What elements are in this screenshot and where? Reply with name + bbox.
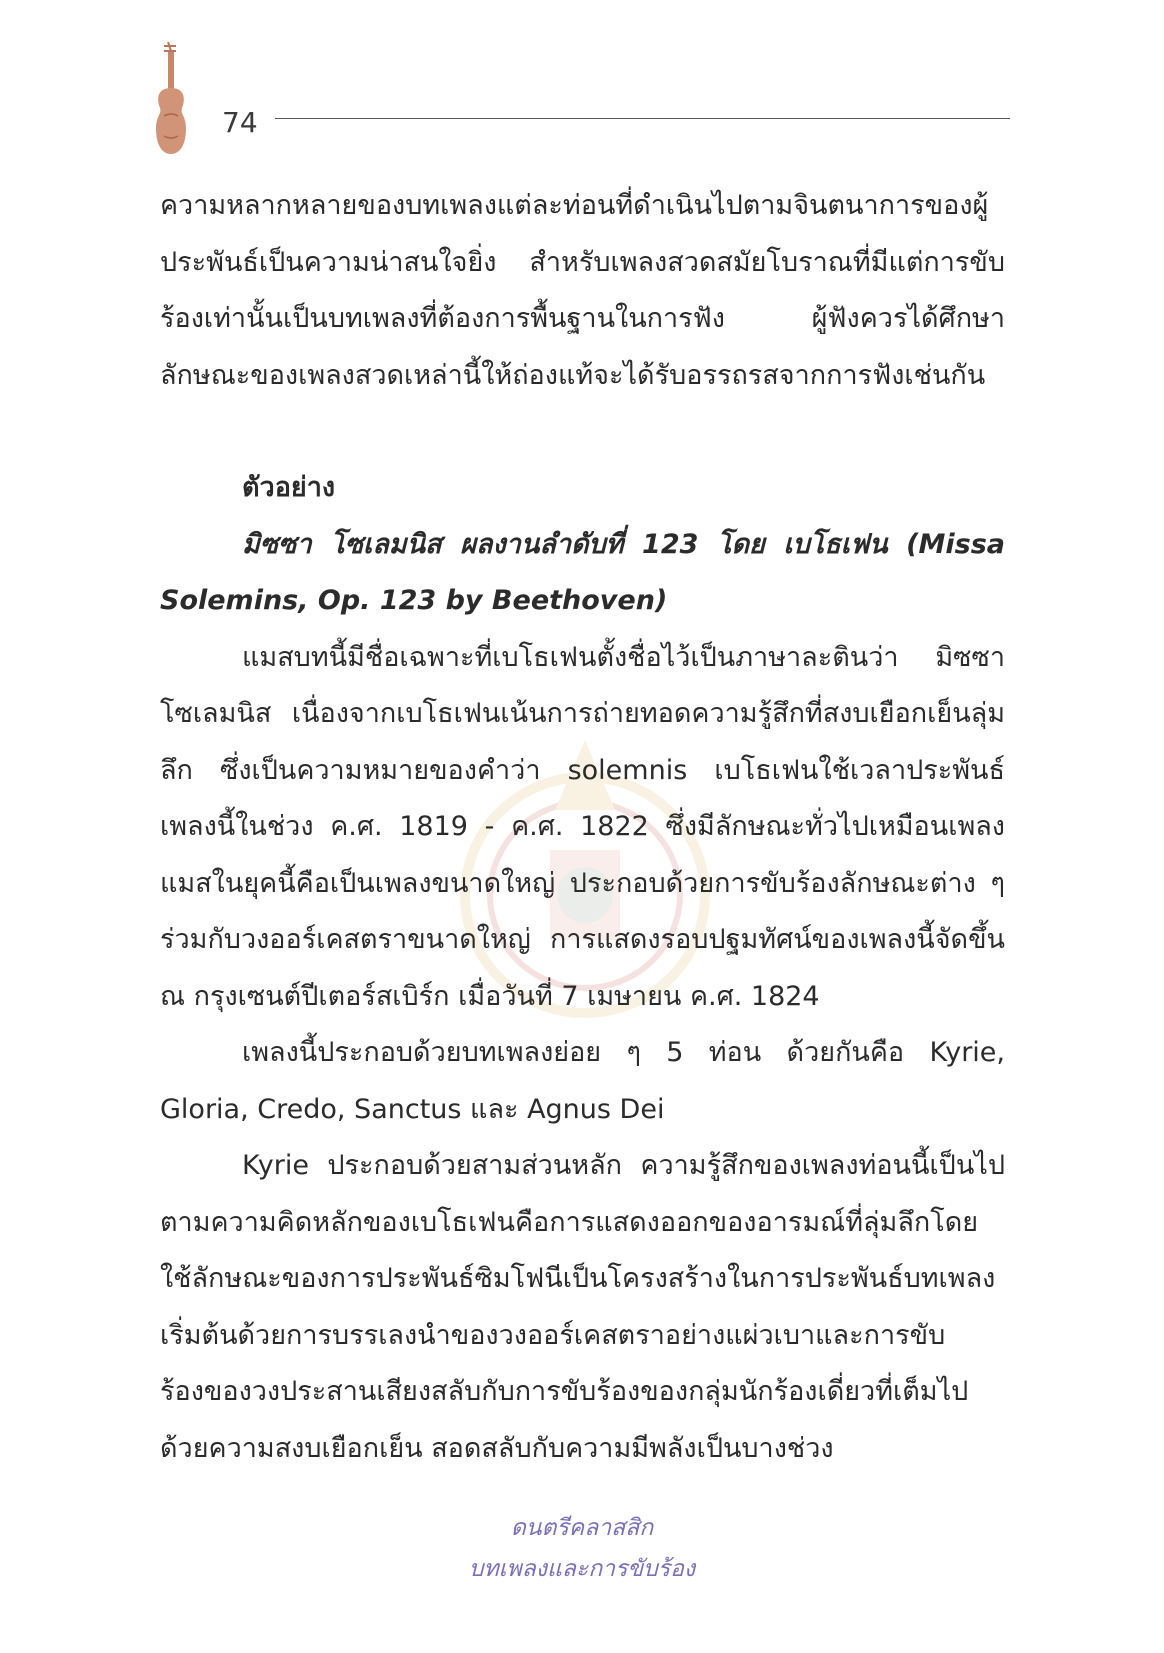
violin-icon xyxy=(150,38,210,158)
example-heading: ตัวอย่าง xyxy=(242,472,336,503)
intro-paragraph: ความหลากหลายของบทเพลงแต่ละท่อนที่ดำเนินไปตามจินตนาการของผู้ประพันธ์เป็นความน่าสนใจยิ่ง สำหรับเพลงสวดสมัยโบราณที่มีแต่การขับร้องเท่านั้นเป็นบทเพลงที่ต้องการพื้นฐานในการฟัง ผู้ฟังควรได้ศึกษาลักษณะของเพลงสวดเหล่านี้ให้ถ่องแท้จะได้รับอรรถรสจากการฟังเช่นกัน xyxy=(160,190,1005,391)
body-paragraph-3: Kyrie ประกอบด้วยสามส่วนหลัก ความรู้สึกของเพลงท่อนนี้เป็นไปตามความคิดหลักของเบโธเฟนคือการแสดงออกของอารมณ์ที่ลุ่มลึกโดยใช้ลักษณะของการประพันธ์ซิมโฟนีเป็นโครงสร้างในการประพันธ์บทเพลงเริ่มต้นด้วยการบรรเลงนำของวงออร์เคสตราอย่างแผ่วเบาและการขับร้องของวงประสานเสียงสลับกับการขับร้องของกลุ่มนักร้องเดี่ยวที่เต็มไปด้วยความสงบเยือกเย็น สอดสลับกับความมีพลังเป็นบางช่วง xyxy=(160,1150,1005,1464)
page-body xyxy=(160,178,1005,1477)
header-divider xyxy=(275,118,1010,119)
page-number: 74 xyxy=(222,106,258,139)
footer-chapter-title: บทเพลงและการขับร้อง xyxy=(468,1556,696,1582)
work-title: มิซซา โซเลมนิส ผลงานลำดับที่ 123 โดย เบโธเฟน (Missa Solemins, Op. 123 by Beethoven) xyxy=(160,528,1005,616)
page-header xyxy=(150,38,1010,158)
section-spacer xyxy=(160,404,1005,460)
body-paragraph-1: แมสบทนี้มีชื่อเฉพาะที่เบโธเฟนตั้งชื่อไว้เป็นภาษาละตินว่า มิซซาโซเลมนิส เนื่องจากเบโธเฟนเน้นการถ่ายทอดความรู้สึกที่สงบเยือกเย็นลุ่มลึก ซึ่งเป็นความหมายของคำว่า solemnis เบโธเฟนใช้เวลาประพันธ์เพลงนี้ในช่วง ค.ศ. 1819 - ค.ศ. 1822 ซึ่งมีลักษณะทั่วไปเหมือนเพลงแมสในยุคนี้คือเป็นเพลงขนาดใหญ่ ประกอบด้วยการขับร้องลักษณะต่าง ๆร่วมกับวงออร์เคสตราขนาดใหญ่ การแสดงรอบปฐมทัศน์ของเพลงนี้จัดขึ้น ณ กรุงเซนต์ปีเตอร์สเบิร์ก เมื่อวันที่ 7 เมษายน ค.ศ. 1824 xyxy=(160,641,1005,1012)
body-paragraph-2: เพลงนี้ประกอบด้วยบทเพลงย่อย ๆ 5 ท่อน ด้วยกันคือ Kyrie, Gloria, Credo, Sanctus และ Agnus Dei xyxy=(160,1037,1005,1125)
footer-book-title: ดนตรีคลาสสิก xyxy=(510,1515,654,1541)
